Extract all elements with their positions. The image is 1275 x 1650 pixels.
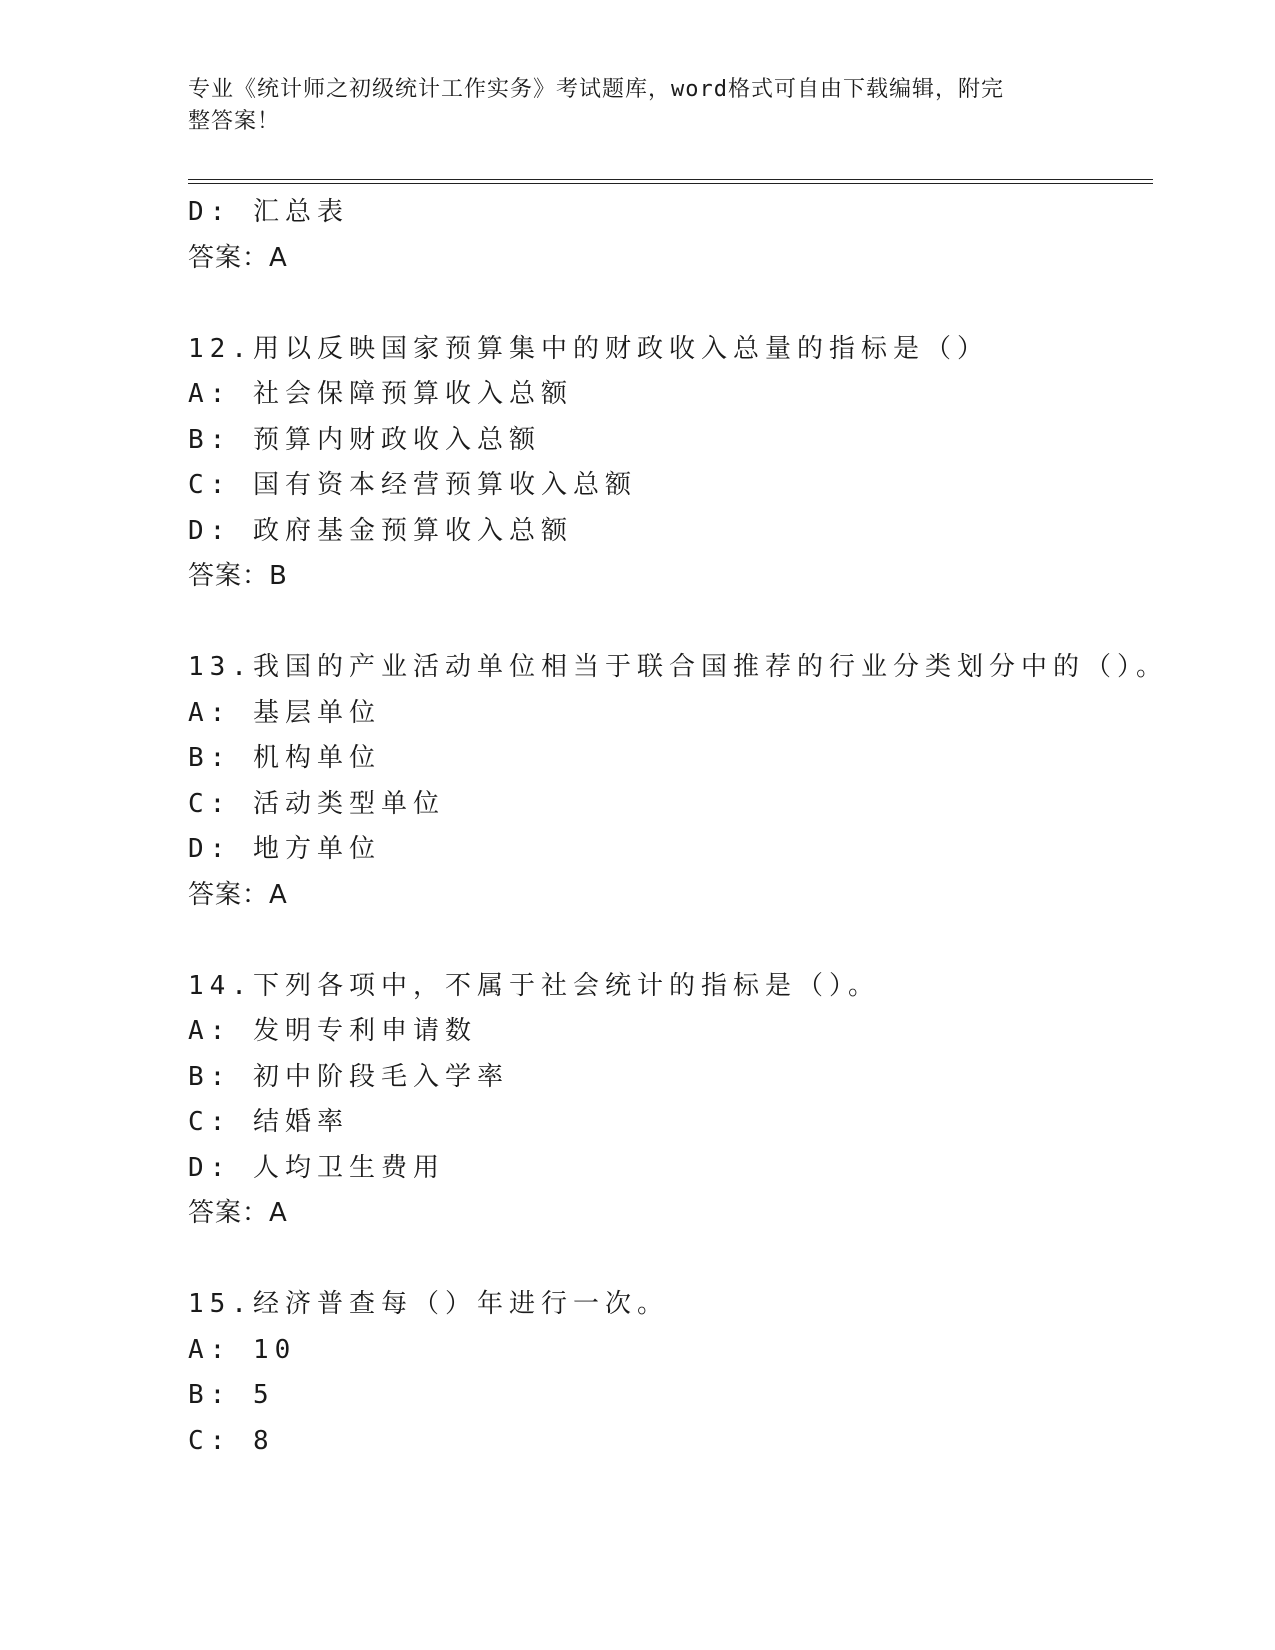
header-line-1: 专业《统计师之初级统计工作实务》考试题库，word格式可自由下载编辑，附完 <box>188 77 1004 102</box>
answer: 答案：B <box>188 561 288 591</box>
prev-question-option-d: D: 汇总表 <box>188 197 349 227</box>
option-d: D: 人均卫生费用 <box>188 1152 445 1183</box>
option-b: B: 预算内财政收入总额 <box>188 424 541 455</box>
spacer <box>188 281 1148 327</box>
header-line-2: 整答案！ <box>188 109 281 134</box>
option-a: A: 基层单位 <box>188 697 381 728</box>
answer: 答案：A <box>188 879 288 910</box>
option-b: B: 机构单位 <box>188 743 381 773</box>
header-divider-bottom <box>188 183 1153 184</box>
option-a: A: 社会保障预算收入总额 <box>188 379 573 409</box>
question-12 <box>188 327 1148 600</box>
answer: 答案：A <box>188 1198 288 1228</box>
option-c: C: 8 <box>188 1425 275 1456</box>
header-divider-top <box>188 179 1153 180</box>
question-stem: 12.用以反映国家预算集中的财政收入总量的指标是（） <box>188 333 989 364</box>
question-stem: 14.下列各项中，不属于社会统计的指标是（）。 <box>188 970 880 1001</box>
spacer <box>188 1237 1148 1283</box>
question-stem: 13.我国的产业活动单位相当于联合国推荐的行业分类划分中的（）。 <box>188 652 1168 682</box>
question-15 <box>188 1282 1148 1464</box>
option-c: C: 结婚率 <box>188 1107 349 1137</box>
question-stem: 15.经济普查每（）年进行一次。 <box>188 1289 669 1319</box>
option-d: D: 地方单位 <box>188 834 381 864</box>
question-13 <box>188 645 1168 918</box>
spacer <box>188 918 1148 964</box>
option-a: A: 10 <box>188 1334 297 1365</box>
question-14 <box>188 964 1148 1237</box>
option-a: A: 发明专利申请数 <box>188 1016 477 1046</box>
question-list <box>188 190 1168 1464</box>
option-b: B: 初中阶段毛入学率 <box>188 1061 509 1092</box>
option-c: C: 活动类型单位 <box>188 788 445 819</box>
document-header <box>188 74 1088 138</box>
option-b: B: 5 <box>188 1380 275 1410</box>
option-c: C: 国有资本经营预算收入总额 <box>188 470 637 500</box>
option-d: D: 政府基金预算收入总额 <box>188 515 573 546</box>
spacer <box>188 600 1148 646</box>
prev-question-answer: 答案：A <box>188 242 288 273</box>
